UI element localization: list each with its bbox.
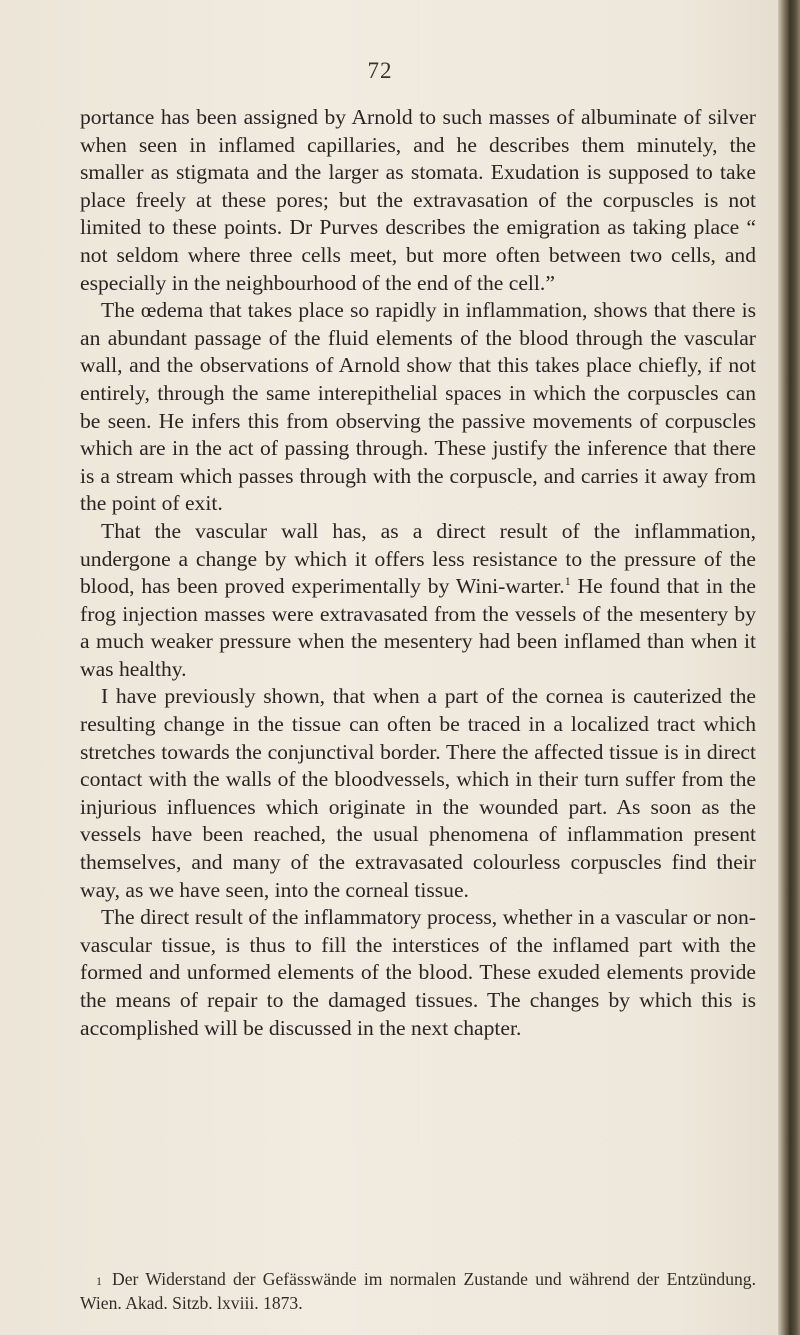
page-number: 72 — [367, 58, 393, 83]
body-text — [80, 104, 756, 1042]
footnote-text: Der Widerstand der Gefässwände im normalen Zustande und während der Entzündung. Wien. Akad. Sitzb. lxviii. 1873. — [80, 1269, 756, 1313]
paragraph: I have previously shown, that when a part of the cornea is cauterized the resulting change in the tissue can often be traced in a localized tract which stretches towards the conjunctival border. There the affected tissue is in direct contact with the walls of the bloodvessels, which in their turn suffer from the injurious influences which originate in the wounded part. As soon as the vessels have been reached, the usual phenomena of inflammation present themselves, and many of the extravasated colourless corpuscles find their way, as we have seen, into the corneal tissue. — [80, 684, 756, 902]
paragraph-text: He found that in the frog injection masses were extravasated from the vessels of the mesentery by a much weaker pressure when the mesentery had been inflamed than when it was healthy. — [80, 574, 756, 681]
paragraph: The œdema that takes place so rapidly in inflammation, shows that there is an abundant passage of the fluid elements of the blood through the vascular wall, and the observations of Arnold show that this takes place chiefly, if not entirely, through the same interepithelial spaces in which the corpuscles can be seen. He infers this from observing the passive movements of corpuscles which are in the act of passing through. These justify the inference that there is a stream which passes through with the corpuscle, and carries it away from the point of exit. — [80, 298, 756, 516]
paragraph: The direct result of the inflammatory process, whether in a vascular or non-vascular tissue, is thus to fill the interstices of the inflamed part with the formed and unformed elements of the blood. These exuded elements provide the means of repair to the damaged tissues. The changes by which this is accomplished will be discussed in the next chapter. — [80, 905, 756, 1040]
book-binding-edge — [778, 0, 800, 1335]
paragraph — [80, 518, 756, 684]
footnote-reference: 1 — [564, 573, 571, 588]
footnote — [80, 1268, 756, 1314]
footnote-mark: 1 — [96, 1274, 102, 1288]
paragraph-text: That the vascular wall has, as a direct result of the inflammation, undergone a change by which it offers less resistance to the pressure of the blood, has been proved experimentally by Wini-warter. — [80, 518, 756, 599]
paragraph: portance has been assigned by Arnold to such masses of albuminate of silver when seen in inflamed capillaries, and he describes them minutely, the smaller as stigmata and the larger as stomata. Exudation is supposed to take place freely at these pores; but the extravasation of the corpuscles is not limited to these points. Dr Purves describes the emigration as taking place “ not seldom where three cells meet, but more often between two cells, and especially in the neighbourhood of the end of the cell.” — [80, 105, 756, 295]
